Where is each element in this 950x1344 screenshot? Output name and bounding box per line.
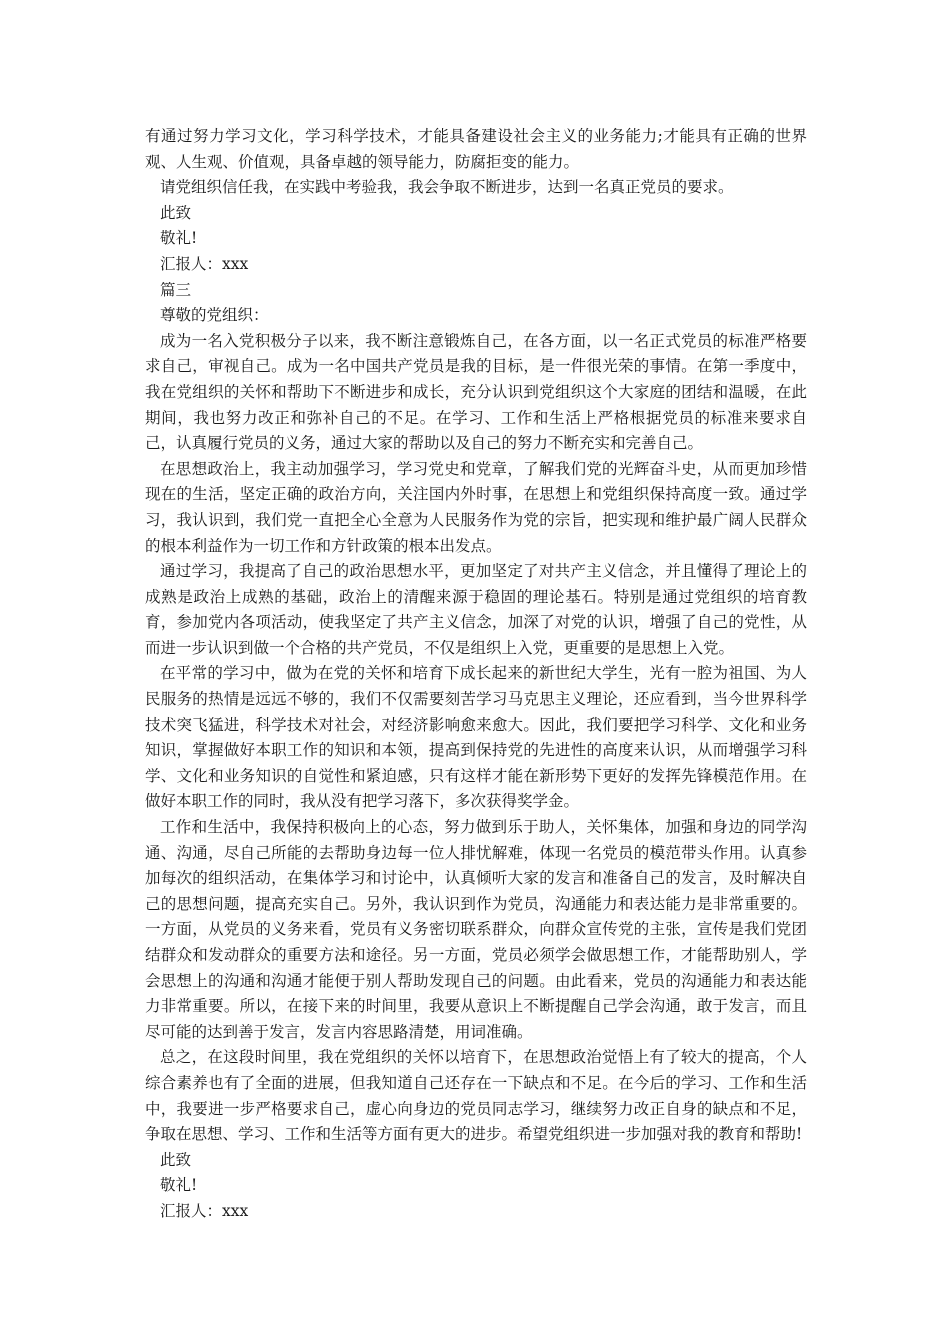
body-paragraph: 总之，在这段时间里，我在党组织的关怀以培育下，在思想政治觉悟上有了较大的提高，个人综合素养也有了全面的进展，但我知道自己还存在一下缺点和不足。在今后的学习、工作和生活中，我要进一步严格要求自己，虚心向身边的党员同志学习，继续努力改正自身的缺点和不足，争取在思想、学习、工作和生活等方面有更大的进步。希望党组织进一步加强对我的教育和帮助! (145, 1048, 807, 1144)
reporter-signature: 汇报人：xxx (160, 254, 249, 273)
body-paragraph: 成为一名入党积极分子以来，我不断注意锻炼自己，在各方面，以一名正式党员的标准严格要求自己，审视自己。成为一名中国共产党员是我的目标，是一件很光荣的事情。在第一季度中，我在党组织的关怀和帮助下不断进步和成长，充分认识到党组织这个大家庭的团结和温暖，在此期间，我也努力改正和弥补自己的不足。在学习、工作和生活上严格根据党员的标准来要求自己，认真履行党员的义务，通过大家的帮助以及自己的努力不断充实和完善自己。 (145, 331, 807, 453)
closing-regards: 敬礼! (160, 229, 198, 248)
body-paragraph: 在平常的学习中，做为在党的关怀和培育下成长起来的新世纪大学生，光有一腔为祖国、为人民服务的热情是远远不够的，我们不仅需要刻苦学习马克思主义理论，还应看到，当今世界科学技术突飞猛进，科学技术对社会，对经济影响愈来愈大。因此，我们要把学习科学、文化和业务知识，掌握做好本职工作的知识和本领，提高到保持党的先进性的高度来认识，从而增强学习科学、文化和业务知识的自觉性和紧迫感，只有这样才能在新形势下更好的发挥先锋模范作用。在做好本职工作的同时，我从没有把学习落下，多次获得奖学金。 (145, 664, 807, 811)
reporter-signature: 汇报人：xxx (160, 1201, 249, 1220)
body-paragraph: 工作和生活中，我保持积极向上的心态，努力做到乐于助人，关怀集体，加强和身边的同学沟通、沟通，尽自己所能的去帮助身边每一位人排忧解难，体现一名党员的模范带头作用。认真参加每次的组织活动，在集体学习和讨论中，认真倾听大家的发言和准备自己的发言，及时解决自己的思想问题，提高充实自己。另外，我认识到作为党员，沟通能力和表达能力是非常重要的。一方面，从党员的义务来看，党员有义务密切联系群众，向群众宣传党的主张，宣传是我们党团结群众和发动群众的重要方法和途径。另一方面，党员必须学会做思想工作，才能帮助别人，学会思想上的沟通和沟通才能便于别人帮助发现自己的问题。由此看来，党员的沟通能力和表达能力非常重要。所以，在接下来的时间里，我要从意识上不断提醒自己学会沟通，敢于发言，而且尽可能的达到善于发言，发言内容思路清楚，用词准确。 (145, 818, 807, 1041)
closing-regards: 敬礼! (160, 1176, 198, 1195)
section-heading: 篇三 (160, 280, 192, 299)
closing-salutation: 此致 (160, 1150, 192, 1169)
body-paragraph: 通过学习，我提高了自己的政治思想水平，更加坚定了对共产主义信念，并且懂得了理论上的成熟是政治上成熟的基础，政治上的清醒来源于稳固的理论基石。特别是通过党组织的培育教育，参加党内各项活动，使我坚定了共产主义信念，加深了对党的认识，增强了自己的党性，从而进一步认识到做一个合格的共产党员，不仅是组织上入党，更重要的是思想上入党。 (145, 562, 807, 657)
document-page (145, 124, 807, 1225)
paragraph-continued: 有通过努力学习文化，学习科学技术，才能具备建设社会主义的业务能力;才能具有正确的世界观、人生观、价值观，具备卓越的领导能力，防腐拒变的能力。 (145, 127, 807, 171)
body-paragraph: 在思想政治上，我主动加强学习，学习党史和党章，了解我们党的光辉奋斗史，从而更加珍惜现在的生活，坚定正确的政治方向，关注国内外时事，在思想上和党组织保持高度一致。通过学习，我认识到，我们党一直把全心全意为人民服务作为党的宗旨，把实现和维护最广阔人民群众的根本利益作为一切工作和方针政策的根本出发点。 (145, 459, 807, 555)
paragraph-request: 请党组织信任我，在实践中考验我，我会争取不断进步，达到一名真正党员的要求。 (160, 178, 734, 197)
greeting: 尊敬的党组织： (160, 306, 269, 325)
closing-salutation: 此致 (160, 203, 192, 222)
